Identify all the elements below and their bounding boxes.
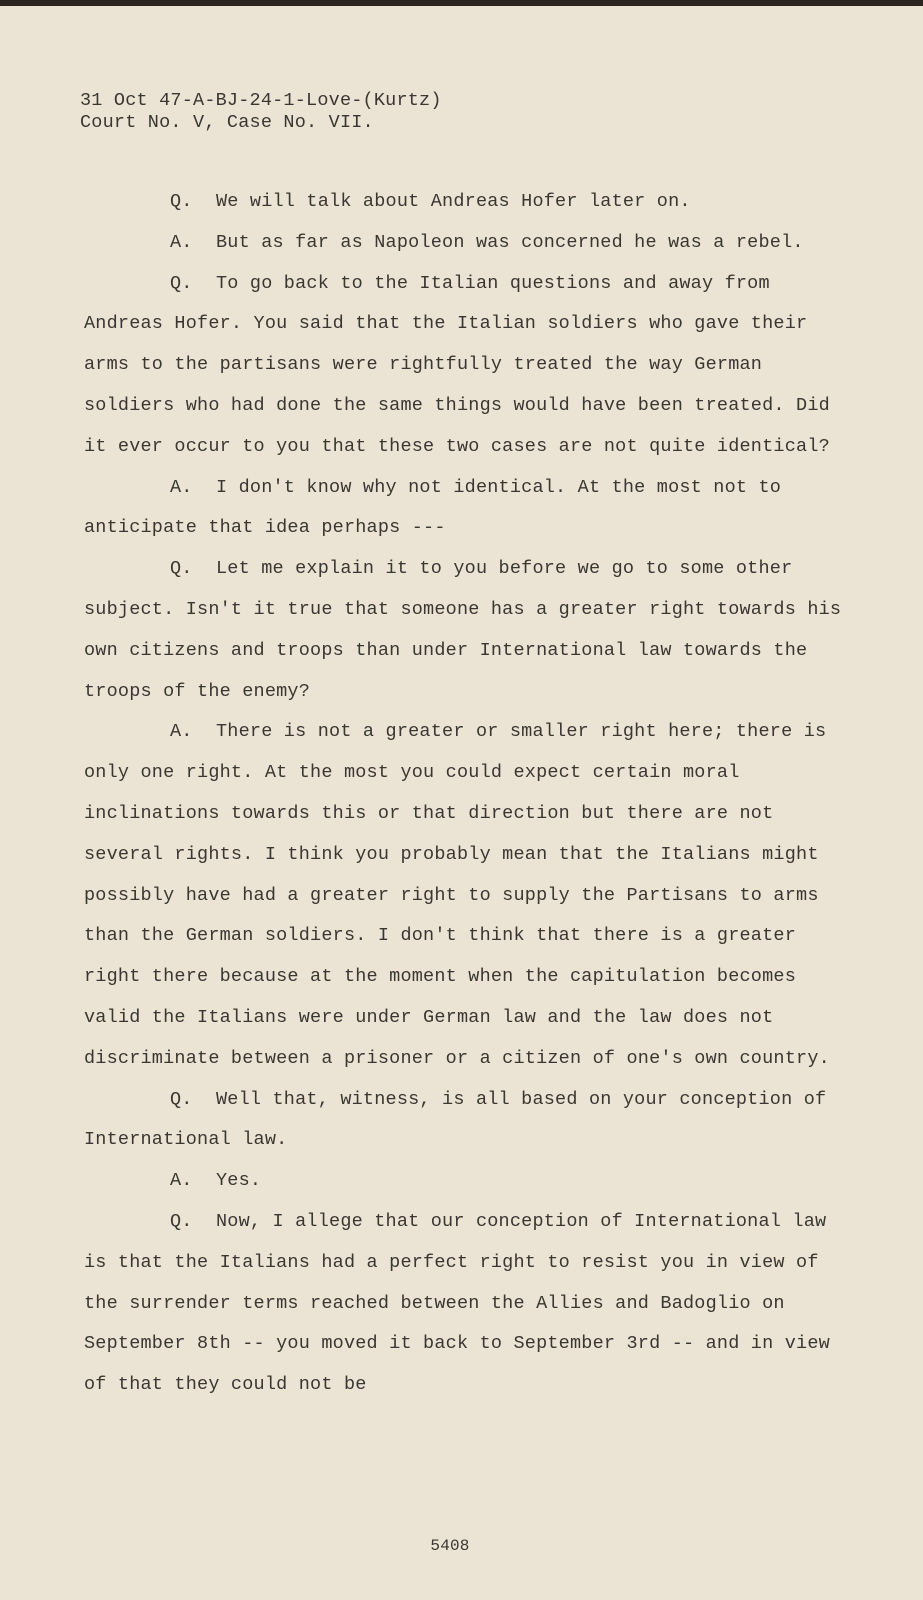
transcript-paragraph: [84, 1080, 854, 1162]
document-header: [80, 90, 442, 134]
speaker-label: A.: [170, 1170, 193, 1192]
paragraph-text: Now, I allege that our conception of International law is that the Italians had a perfect right to resist you in view of the surrender terms reached between the Allies and Badoglio on September 8th -- you moved it back to September 3rd -- and in view of that they could not be: [84, 1210, 830, 1396]
transcript-paragraph: [84, 264, 854, 468]
transcript-paragraph: [84, 1161, 854, 1202]
transcript-paragraph: [84, 468, 854, 550]
paragraph-text: There is not a greater or smaller right here; there is only one right. At the most you could expect certain moral inclinations towards this or that direction but there are not several rights. I think you probably mean that the Italians might possibly have had a greater right to supply the Partisans to arms than the German soldiers. I don't think that there is a greater right there because at the moment when the capitulation becomes valid the Italians were under German law and the law does not discriminate between a prisoner or a citizen of one's own country.: [84, 721, 830, 1069]
transcript-paragraph: [84, 549, 854, 712]
speaker-label: A.: [170, 231, 193, 253]
speaker-label: Q.: [170, 272, 193, 294]
scan-top-edge: [0, 0, 923, 6]
header-line-court-case: Court No. V, Case No. VII.: [80, 112, 374, 133]
header-line-date-code: 31 Oct 47-A-BJ-24-1-Love-(Kurtz): [80, 90, 442, 111]
paragraph-text: Well that, witness, is all based on your conception of International law.: [84, 1088, 827, 1151]
speaker-label: A.: [170, 476, 193, 498]
speaker-label: Q.: [170, 558, 193, 580]
transcript-body: [84, 182, 854, 1406]
paragraph-text: To go back to the Italian questions and away from Andreas Hofer. You said that the Italian soldiers who gave their arms to the partisans were rightfully treated the way German soldiers who had done the same things would have been treated. Did it ever occur to you that these two cases are not quite identical?: [84, 272, 830, 457]
transcript-paragraph: [84, 182, 854, 223]
paragraph-text: Let me explain it to you before we go to some other subject. Isn't it true that someone has a greater right towards his own citizens and troops than under International law towards the troops of the enemy?: [84, 558, 842, 702]
speaker-label: A.: [170, 721, 193, 743]
paragraph-text: Yes.: [216, 1170, 262, 1192]
transcript-paragraph: [84, 1202, 854, 1406]
speaker-label: Q.: [170, 191, 193, 212]
speaker-label: Q.: [170, 1210, 193, 1232]
page-number: 5408: [430, 1537, 470, 1555]
paragraph-text: We will talk about Andreas Hofer later on.: [216, 191, 691, 212]
transcript-paragraph: [84, 223, 854, 264]
transcript-paragraph: [84, 712, 854, 1079]
speaker-label: Q.: [170, 1088, 193, 1110]
paragraph-text: But as far as Napoleon was concerned he was a rebel.: [216, 231, 804, 253]
paragraph-text: I don't know why not identical. At the most not to anticipate that idea perhaps ---: [84, 476, 782, 539]
